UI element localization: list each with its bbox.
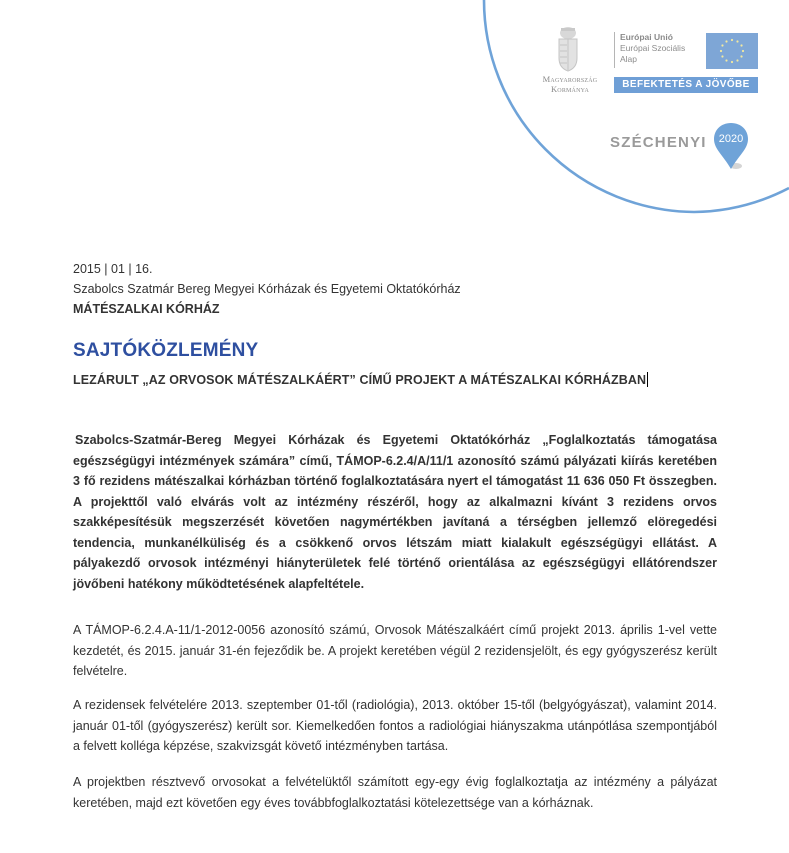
hungarian-coat-of-arms-icon (556, 24, 580, 72)
lead-paragraph: Szabolcs-Szatmár-Bereg Megyei Kórházak és Egyetemi Oktatókórház „Foglalkoztatás támogatása egészségügyi intézmények számára” című, TÁMOP-6.2.4/A/11/1 azonosító számú pályázati kiírás keretében 3 fő rezidens mátészalkai kórházban történő foglalkoztatására nyert el támogatást 11 636 050 Ft összegben. A projekttől való elvárás volt az intézmény részéről, hogy az alkalmazni kívánt 3 rezidens orvos szakképesítésük megszerzését követően nagymértékben javítaná a térségben jellemző elöregedési tendencia, munkanélküliség és a csökkenő orvos létszám miatt kialakult egészségügyi ellátást. A pályakezdő orvosok intézményi hiányterületek felé történő orientálása az egészségügyi ellátórendszer jövőbeni hatékony működtetésének alapfeltétele. (73, 433, 717, 591)
eu-logo-divider (614, 32, 615, 68)
eu-star (740, 44, 742, 46)
document-meta (73, 259, 461, 319)
eu-star (742, 50, 744, 52)
government-logo-text (530, 74, 610, 94)
eu-star (721, 44, 723, 46)
body-paragraph-3: A projektben résztvevő orvosokat a felvételüktől számított egy-egy évig foglalkoztatja az intézmény a pályázat keretében, majd ezt követően egy éves továbbfoglalkoztatási kötelezettsége van a kórháznak. (73, 775, 717, 810)
institution-name: Szabolcs Szatmár Bereg Megyei Kórházak és Egyetemi Oktatókórház (73, 282, 461, 296)
eu-logo-line2: Európai Szociális (620, 43, 686, 53)
body-paragraph-2: A rezidensek felvételére 2013. szeptember 01-től (radiológia), 2013. október 15-től (belgyógyászat), valamint 2014. január 01-től (gyógyszerész) került sor. Kiemelkedően fontos a radiológiai hiányszakma utánpótlása szempontjából a felvett kolléga képzése, szakvizsgát követő intézményben tartása. (73, 698, 717, 753)
eu-star (731, 39, 733, 41)
eu-logo-line1: Európai Unió (620, 32, 673, 42)
eu-star (731, 61, 733, 63)
subtitle-text: LEZÁRULT „AZ ORVOSOK MÁTÉSZALKÁÉRT” CÍMŰ PROJEKT A MÁTÉSZALKAI KÓRHÁZBAN (73, 373, 647, 387)
eu-star (725, 59, 727, 61)
eu-star (725, 40, 727, 42)
szechenyi-logo-text: SZÉCHENYI (610, 134, 707, 151)
government-logo-line2: Kormánya (550, 84, 590, 94)
eu-logo-line3: Alap (620, 54, 638, 64)
eu-star (720, 50, 722, 52)
eu-flag-icon (706, 33, 758, 69)
text-cursor (647, 372, 648, 387)
map-pin-icon (714, 122, 750, 172)
szechenyi-pin-year: 2020 (718, 133, 744, 145)
eu-star (740, 55, 742, 57)
body-paragraph-1: A TÁMOP-6.2.4.A-11/1-2012-0056 azonosító számú, Orvosok Mátészalkáért című projekt 2013. április 1-vel vette kezdetét, és 2015. január 31-én fejeződik be. A projekt keretében végül 2 rezidensjelölt, és egy gyógyszerész került felvételre. (73, 623, 717, 678)
document-subtitle[interactable] (73, 372, 648, 387)
hospital-name: MÁTÉSZALKAI KÓRHÁZ (73, 302, 220, 316)
eu-star (736, 59, 738, 61)
eu-logo-text (620, 32, 685, 65)
eu-star (721, 55, 723, 57)
eu-star (736, 40, 738, 42)
document-date: 2015 | 01 | 16. (73, 262, 153, 276)
eu-slogan-banner: BEFEKTETÉS A JÖVŐBE (614, 77, 758, 93)
page-title: SAJTÓKÖZLEMÉNY (73, 340, 259, 361)
government-logo-line1: Magyarország (542, 74, 598, 84)
